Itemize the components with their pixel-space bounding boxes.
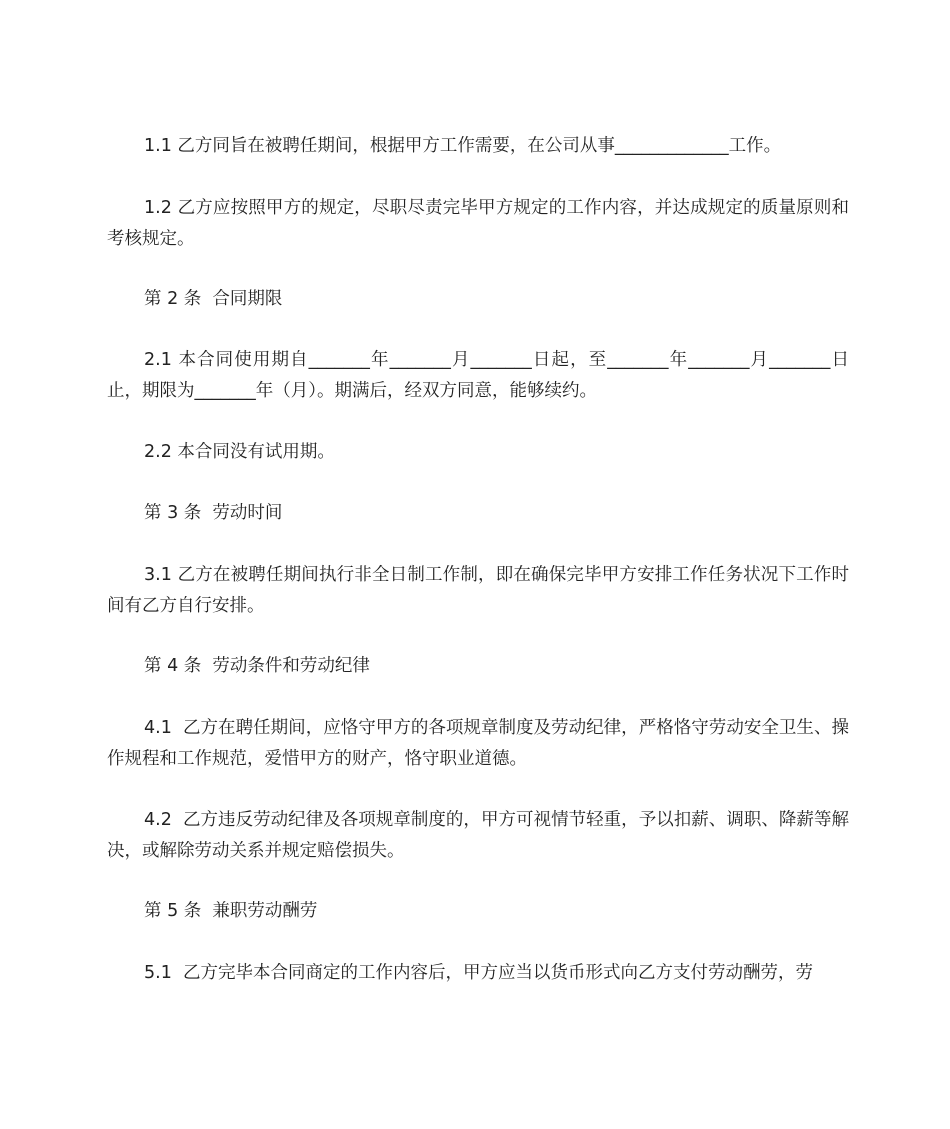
article-3-heading: 第 3 条 劳动时间 <box>144 503 283 523</box>
clause-3-1: 3.1 乙方在被聘任期间执行非全日制工作制，即在确保完毕甲方安排工作任务状况下工作时间有乙方自行安排。 <box>107 565 849 616</box>
clause-1-1: 1.1 乙方同旨在被聘任期间，根据甲方工作需要，在公司从事_____________工作。 <box>144 136 782 156</box>
article-5-heading: 第 5 条 兼职劳动酬劳 <box>144 901 318 921</box>
article-4-heading: 第 4 条 劳动条件和劳动纪律 <box>144 656 370 676</box>
clause-4-1: 4.1 乙方在聘任期间，应恪守甲方的各项规章制度及劳动纪律，严格恪守劳动安全卫生、操作规程和工作规范，爱惜甲方的财产，恪守职业道德。 <box>107 718 849 769</box>
clause-4-2: 4.2 乙方违反劳动纪律及各项规章制度的，甲方可视情节轻重，予以扣薪、调职、降薪等解决，或解除劳动关系并规定赔偿损失。 <box>107 810 849 861</box>
article-2-heading: 第 2 条 合同期限 <box>144 289 283 309</box>
clause-2-1: 2.1 本合同使用期自_______年_______月_______日起，至_______年_______月_______日止，期限为_______年（月）。期满后，经双方同意，能够续约。 <box>107 350 849 401</box>
clause-5-1: 5.1 乙方完毕本合同商定的工作内容后，甲方应当以货币形式向乙方支付劳动酬劳，劳 <box>144 963 813 983</box>
clause-2-2: 2.2 本合同没有试用期。 <box>144 442 335 462</box>
clause-1-2: 1.2 乙方应按照甲方的规定，尽职尽责完毕甲方规定的工作内容，并达成规定的质量原则和考核规定。 <box>107 198 849 249</box>
